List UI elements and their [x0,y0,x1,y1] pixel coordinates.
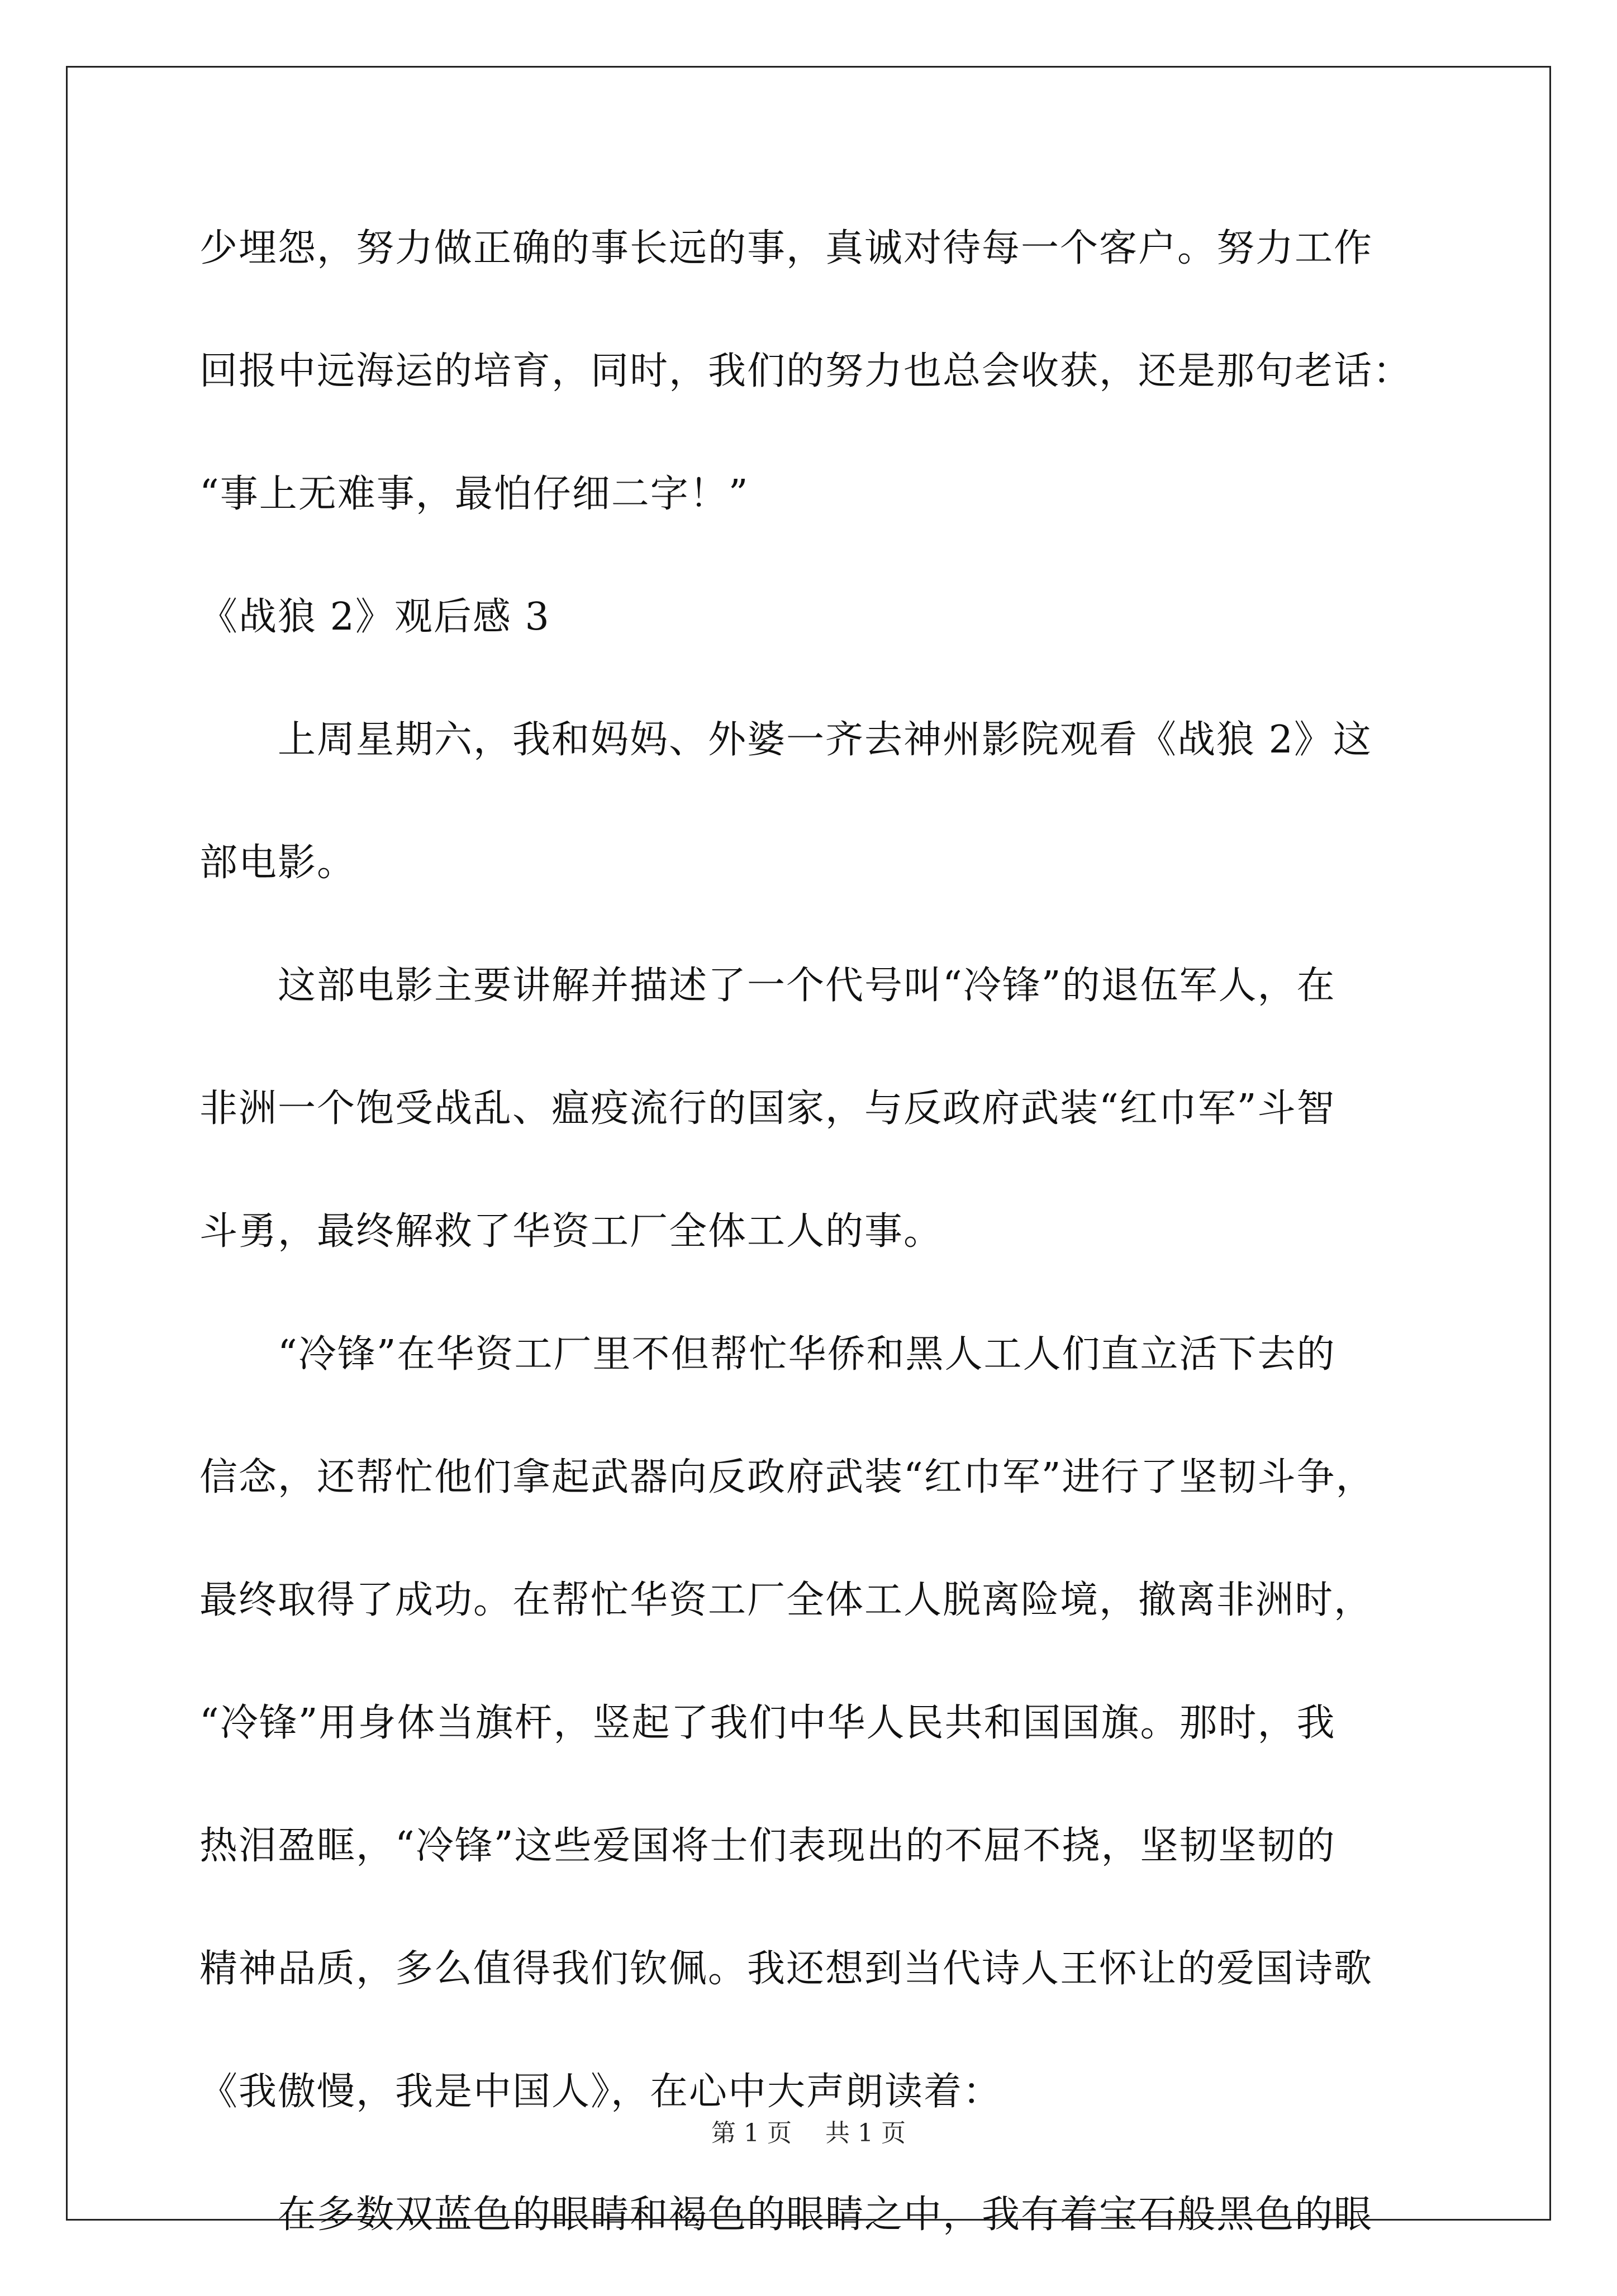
text-line: 信念，还帮忙他们拿起武器向反政府武装“红巾军”进行了坚韧斗争， [199,1455,1375,1499]
text-line: 回报中远海运的培育，同时，我们的努力也总会收获，还是那句老话： [199,349,1413,393]
paragraph-start: 上周星期六，我和妈妈、外婆一齐去神州影院观看《战狼 2》这 [278,718,1372,762]
text-line: 非洲一个饱受战乱、瘟疫流行的国家，与反政府武装“红巾军”斗智 [199,1087,1336,1131]
text-line: 精神品质，多么值得我们钦佩。我还想到当代诗人王怀让的爱国诗歌 [199,1947,1373,1991]
text-line: “事上无难事，最怕仔细二字！” [199,472,749,516]
page-footer [0,2113,1617,2149]
page-total: 共 1 页 [825,2119,906,2147]
page-number: 第 1 页 [711,2119,792,2147]
text-line: “冷锋”用身体当旗杆，竖起了我们中华人民共和国国旗。那时，我 [199,1701,1336,1745]
text-line: 少埋怨，努力做正确的事长远的事，真诚对待每一个客户。努力工作 [199,226,1373,270]
document-body [199,207,1423,2296]
text-line: 斗勇，最终解救了华资工厂全体工人的事。 [199,1209,943,1254]
paragraph-start: 这部电影主要讲解并描述了一个代号叫“冷锋”的退伍军人，在 [278,964,1336,1008]
paragraph-start: 在多数双蓝色的眼睛和褐色的眼睛之中，我有着宝石般黑色的眼 [278,2193,1373,2237]
text-line: 部电影。 [199,841,356,885]
text-line: 热泪盈眶，“冷锋”这些爱国将士们表现出的不屈不挠，坚韧坚韧的 [199,1824,1336,1868]
section-heading: 《战狼 2》观后感 3 [199,595,550,639]
paragraph-start: “冷锋”在华资工厂里不但帮忙华侨和黑人工人们直立活下去的 [278,1332,1336,1376]
text-line: 最终取得了成功。在帮忙华资工厂全体工人脱离险境，撤离非洲时， [199,1578,1373,1622]
text-line: 《我傲慢，我是中国人》，在心中大声朗读着： [199,2070,1002,2114]
